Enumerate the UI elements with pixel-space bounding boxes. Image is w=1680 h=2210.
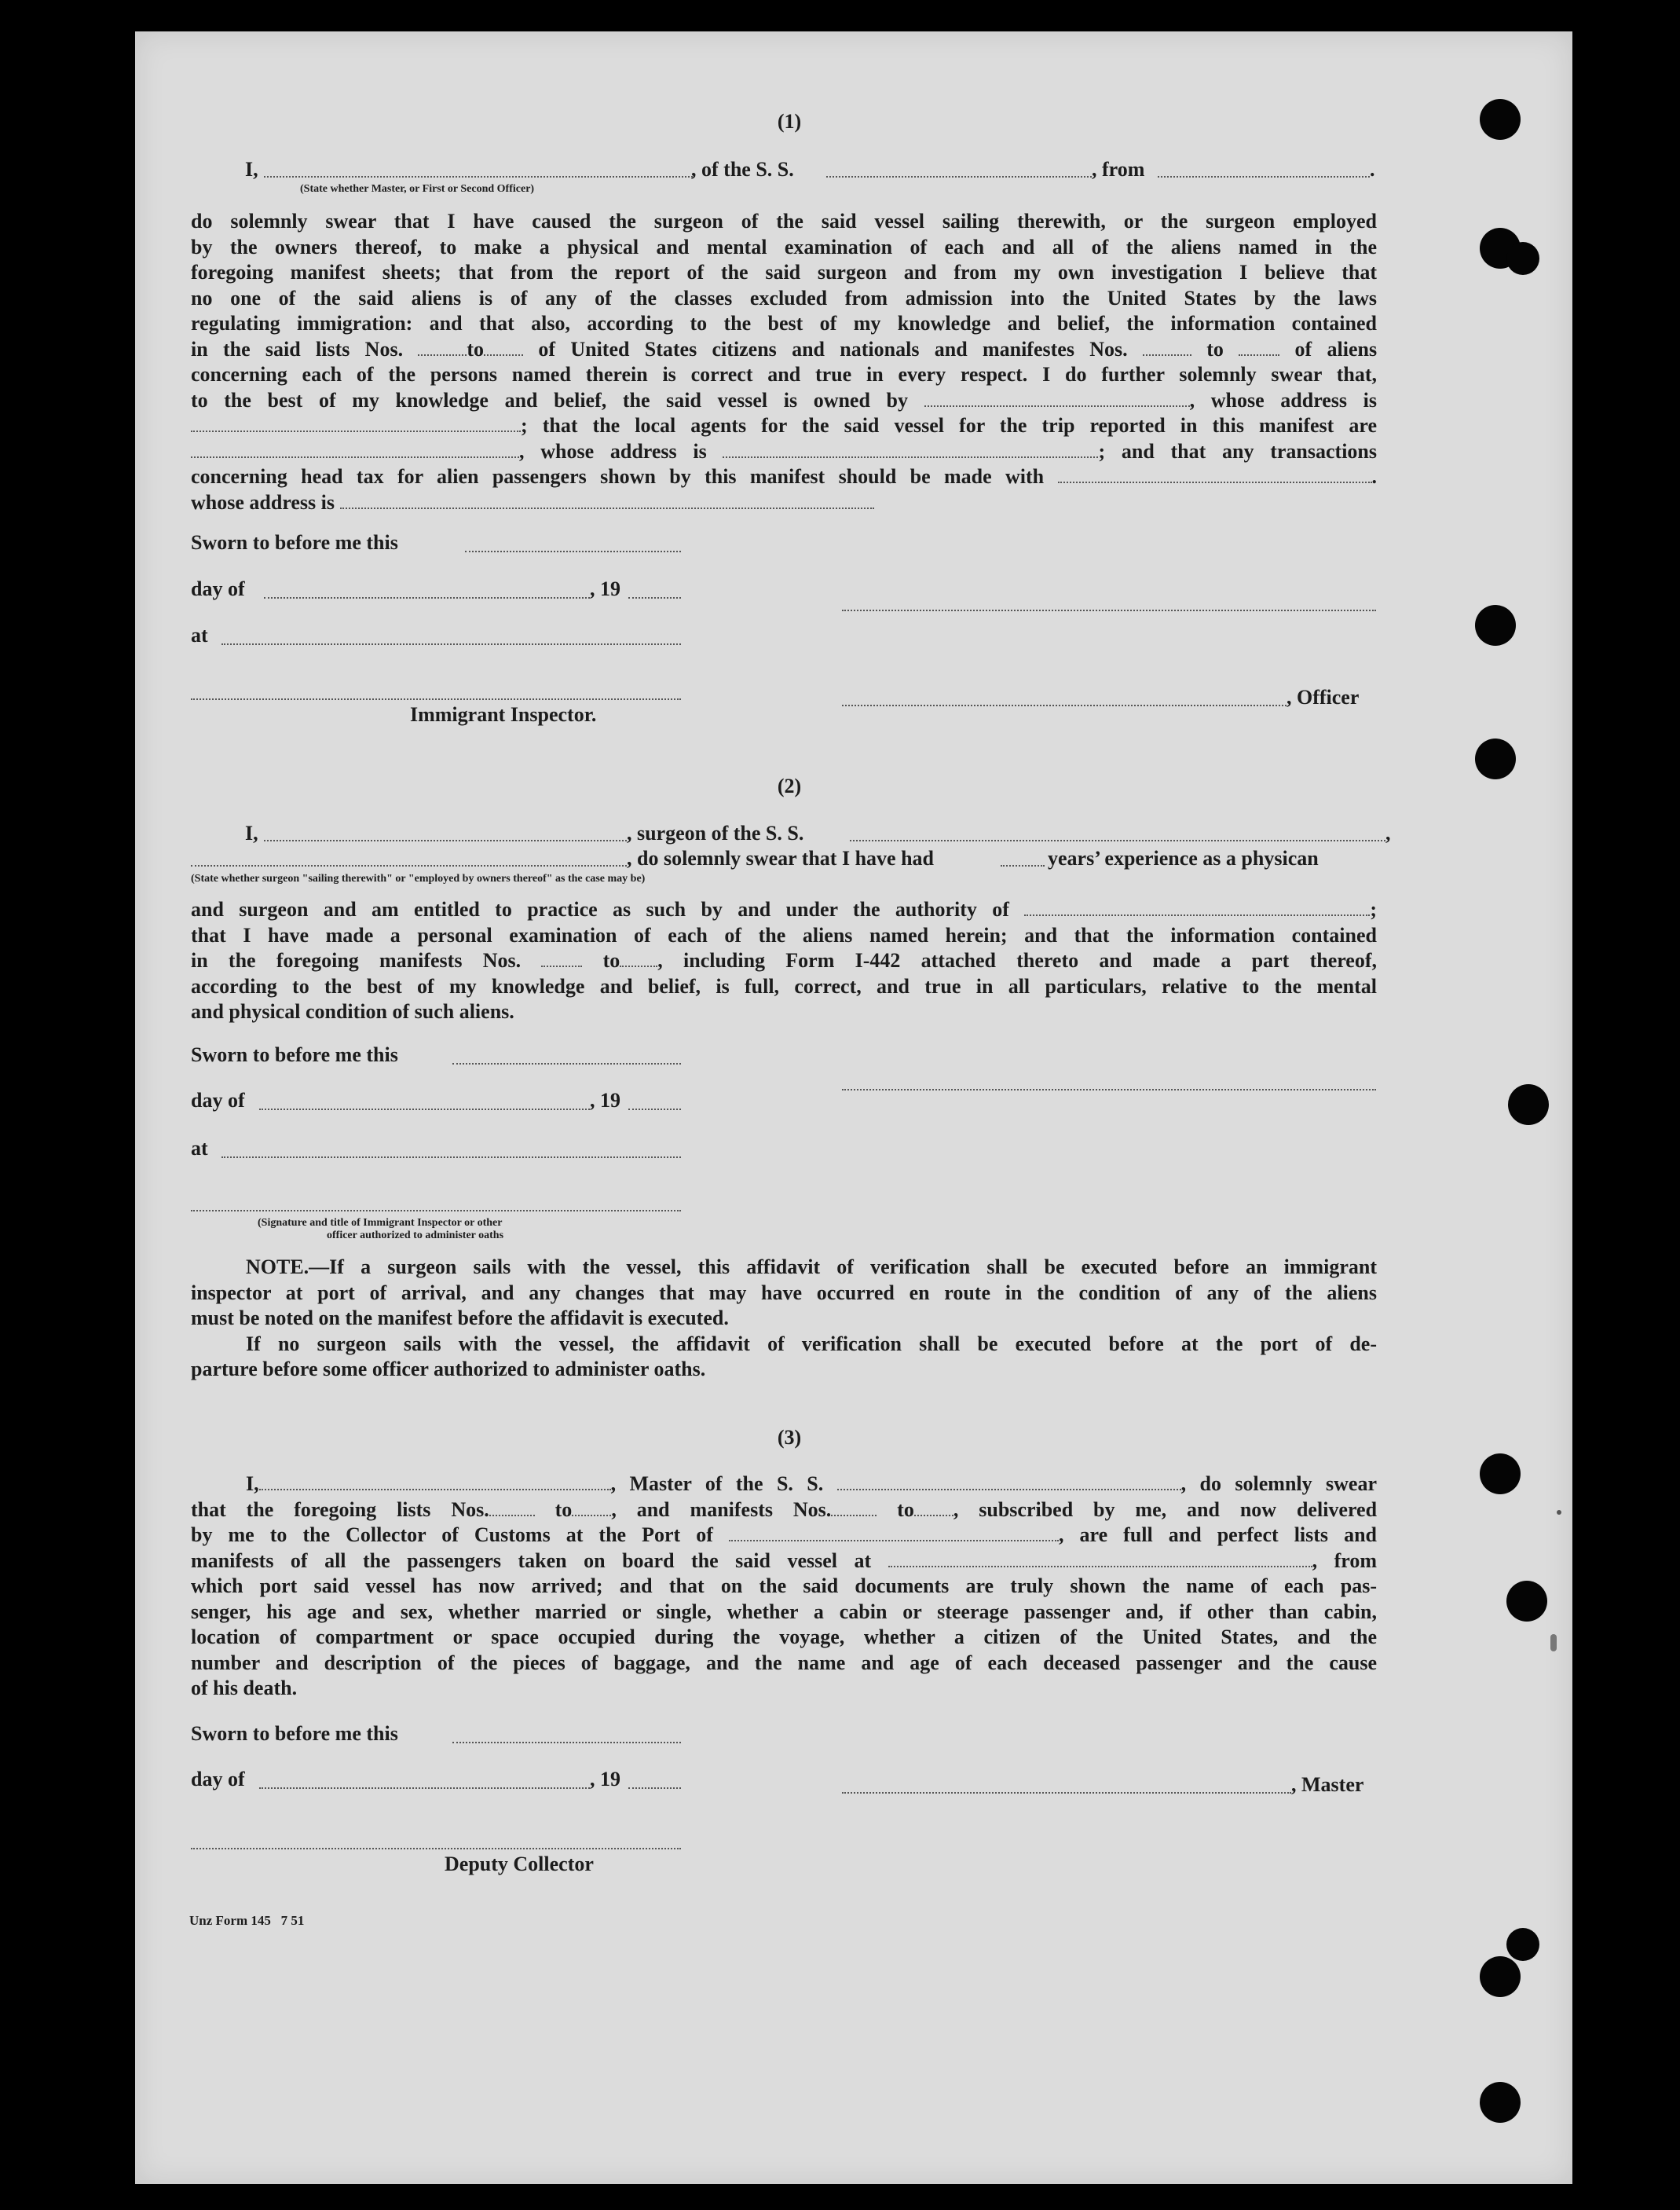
- s1-end: .: [1370, 158, 1375, 181]
- s1-body-line: by the owners thereof, to make a physical and mental examination of each and all of the aliens named in the: [191, 235, 1377, 258]
- s2-note-line: must be noted on the manifest before the affidavit is executed.: [191, 1307, 729, 1329]
- s3-body: [191, 1472, 1377, 1702]
- punch-hole: [1506, 1928, 1539, 1961]
- s3-day-of: day of: [191, 1768, 245, 1790]
- s1-agents-address-line: , whose address is ; and that any transactions: [191, 439, 1377, 465]
- s2-year: , 19: [590, 1089, 620, 1112]
- s2-note: [191, 1255, 1377, 1383]
- s3-line4: manifests of all the passengers taken on board the said vessel at , from: [191, 1548, 1378, 1572]
- punch-hole: [1480, 1956, 1521, 1997]
- s2-years: years’ experience as a physican: [1048, 847, 1319, 870]
- s3-year: , 19: [590, 1768, 620, 1790]
- s3-master-blank: [842, 1792, 1291, 1794]
- s1-year-blank: [628, 597, 681, 599]
- s1-officer-sig-blank: [842, 705, 1287, 706]
- s3-body-line: senger, his age and sex, whether married or single, whether a cabin or steerage passenger and, if other than cabin,: [191, 1600, 1377, 1623]
- s2-year-blank: [628, 1109, 681, 1110]
- speck: [1550, 1634, 1557, 1651]
- s2-note-line: NOTE.—If a surgeon sails with the vessel, this affidavit of verification shall be executed before an immigrant: [246, 1255, 1377, 1278]
- s1-from: , from: [1092, 158, 1145, 181]
- s2-body-line: and physical condition of such aliens.: [191, 1000, 514, 1023]
- punch-hole: [1475, 738, 1516, 779]
- s1-day-blank: [264, 597, 590, 599]
- s2-sworn-blank: [452, 1063, 681, 1065]
- s1-inspector-blank: [191, 698, 681, 700]
- s1-headtax-line: concerning head tax for alien passengers shown by this manifest should be made with .: [191, 465, 1377, 488]
- s1-from-blank: [1158, 176, 1370, 178]
- s1-body-line: regulating immigration: and that also, according to the best of my knowledge and belief, the information contained: [191, 312, 1377, 335]
- s2-note-line: inspector at port of arrival, and any changes that may have occurred en route in the condition of any of the aliens: [191, 1281, 1377, 1304]
- s2-end: ,: [1385, 822, 1391, 845]
- s1-inspector: Immigrant Inspector.: [410, 703, 597, 726]
- s2-sig-note-1: (Signature and title of Immigrant Inspector or other: [258, 1217, 503, 1229]
- s1-owned-line: to the best of my knowledge and belief, the said vessel is owned by , whose address is: [191, 388, 1377, 412]
- s1-lists-line: in the said lists Nos. to of United States citizens and nationals and manifestes Nos. to of aliens: [191, 337, 1378, 361]
- s1-body-line: do solemnly swear that I have caused the surgeon of the said vessel sailing therewith, or the surgeon employed: [191, 210, 1377, 233]
- punch-hole: [1480, 99, 1521, 140]
- s1-i: I,: [245, 158, 258, 181]
- s2-years-blank: [1001, 865, 1045, 867]
- s2-i: I,: [245, 822, 258, 845]
- s2-surgeon-blank: [264, 840, 627, 841]
- s1-officer-blank: [264, 176, 693, 178]
- s3-collector: Deputy Collector: [445, 1853, 594, 1875]
- s3-sworn-blank: [452, 1742, 681, 1743]
- s1-vessel-blank: [826, 176, 1092, 178]
- s2-day-blank: [259, 1109, 590, 1110]
- s1-concerning-line: concerning each of the persons named therein is correct and true in every respect. I do further solemnly swear that,: [191, 363, 1377, 386]
- s2-sig-blank: [191, 1210, 681, 1211]
- s2-sworn: Sworn to before me this: [191, 1043, 398, 1066]
- s3-sworn: Sworn to before me this: [191, 1722, 398, 1745]
- s2-day-of: day of: [191, 1089, 245, 1112]
- s3-body-line: location of compartment or space occupied during the voyage, whether a citizen of the United States, and the: [191, 1625, 1377, 1648]
- s1-body-line: foregoing manifest sheets; that from the report of the said surgeon and from my own investigation I believe that: [191, 261, 1377, 284]
- s2-note2-line: If no surgeon sails with the vessel, the affidavit of verification shall be executed before at the port of de-: [246, 1332, 1377, 1355]
- s1-signature-blank: [842, 610, 1376, 611]
- s1-officer: , Officer: [1287, 686, 1360, 709]
- s2-sig-note-2: officer authorized to administer oaths: [327, 1230, 504, 1241]
- s1-at: at: [191, 624, 208, 647]
- s2-swear: , do solemnly swear that I have had: [627, 847, 935, 870]
- s2-surgeon-note: (State whether surgeon "sailing therewith" or "employed by owners thereof" as the case may be): [191, 873, 646, 885]
- s1-whose-address-line: whose address is: [191, 490, 1377, 516]
- s2-note2-line: parture before some officer authorized to administer oaths.: [191, 1358, 706, 1380]
- s1-day-of: day of: [191, 577, 245, 600]
- s2-vessel-blank: [850, 840, 1385, 841]
- s1-of-ss: , of the S. S.: [691, 158, 794, 181]
- section-1-number: (1): [777, 110, 802, 133]
- s1-body: [191, 209, 1377, 515]
- s3-line3: by me to the Collector of Customs at the Port of , are full and perfect lists and: [191, 1523, 1378, 1546]
- s3-collector-blank: [191, 1848, 681, 1849]
- s3-line2: that the foregoing lists Nos. to , and manifests Nos. to , subscribed by me, and now delivered: [191, 1497, 1378, 1521]
- s2-surgeon: , surgeon of the S. S.: [627, 822, 804, 845]
- punch-hole: [1506, 1581, 1547, 1622]
- s2-signature-blank: [842, 1089, 1376, 1090]
- punch-hole: [1506, 242, 1539, 275]
- punch-hole: [1475, 605, 1516, 646]
- s1-body-line: no one of the said aliens is of any of the classes excluded from admission into the United States by the laws: [191, 286, 1377, 310]
- s3-year-blank: [628, 1787, 681, 1789]
- s1-sworn-blank: [465, 551, 681, 552]
- section-2-number: (2): [777, 775, 802, 797]
- s1-sworn: Sworn to before me this: [191, 531, 398, 554]
- s1-agents-line: ; that the local agents for the said vessel for the trip reported in this manifest are: [191, 413, 1377, 439]
- speck: [1557, 1510, 1561, 1515]
- form-id: Unz Form 145 7 51: [189, 1913, 305, 1928]
- s1-at-blank: [221, 643, 681, 645]
- s3-body-line: which port said vessel has now arrived; and that on the said documents are truly shown the name of each pas-: [191, 1574, 1377, 1597]
- s2-at-blank: [221, 1156, 681, 1158]
- s2-authority-line: and surgeon and am entitled to practice as such by and under the authority of ;: [191, 898, 1377, 921]
- s2-body-line: according to the best of my knowledge and belief, is full, correct, and true in all particulars, relative to the mental: [191, 974, 1377, 998]
- s2-sailing-blank: [191, 865, 627, 867]
- s1-officer-note: (State whether Master, or First or Second Officer): [300, 183, 535, 195]
- punch-hole: [1508, 1084, 1549, 1125]
- section-3-number: (3): [777, 1426, 802, 1449]
- s2-body-line: that I have made a personal examination of each of the aliens named herein; and that the information contained: [191, 923, 1377, 947]
- punch-hole: [1480, 2082, 1521, 2123]
- s2-at: at: [191, 1137, 208, 1160]
- s3-body-line: of his death.: [191, 1677, 298, 1699]
- s1-year: , 19: [590, 577, 620, 600]
- s2-body: [191, 897, 1377, 1025]
- s3-line1: I, , Master of the S. S. , do solemnly swear: [246, 1472, 1377, 1495]
- s3-master: , Master: [1291, 1773, 1364, 1796]
- punch-hole: [1480, 1453, 1521, 1494]
- s3-day-blank: [259, 1787, 590, 1789]
- s2-manifests-line: in the foregoing manifests Nos. to , including Form I-442 attached thereto and made a part thereof,: [191, 949, 1378, 972]
- s3-body-line: number and description of the pieces of baggage, and the name and age of each deceased passenger and the cause: [191, 1651, 1377, 1674]
